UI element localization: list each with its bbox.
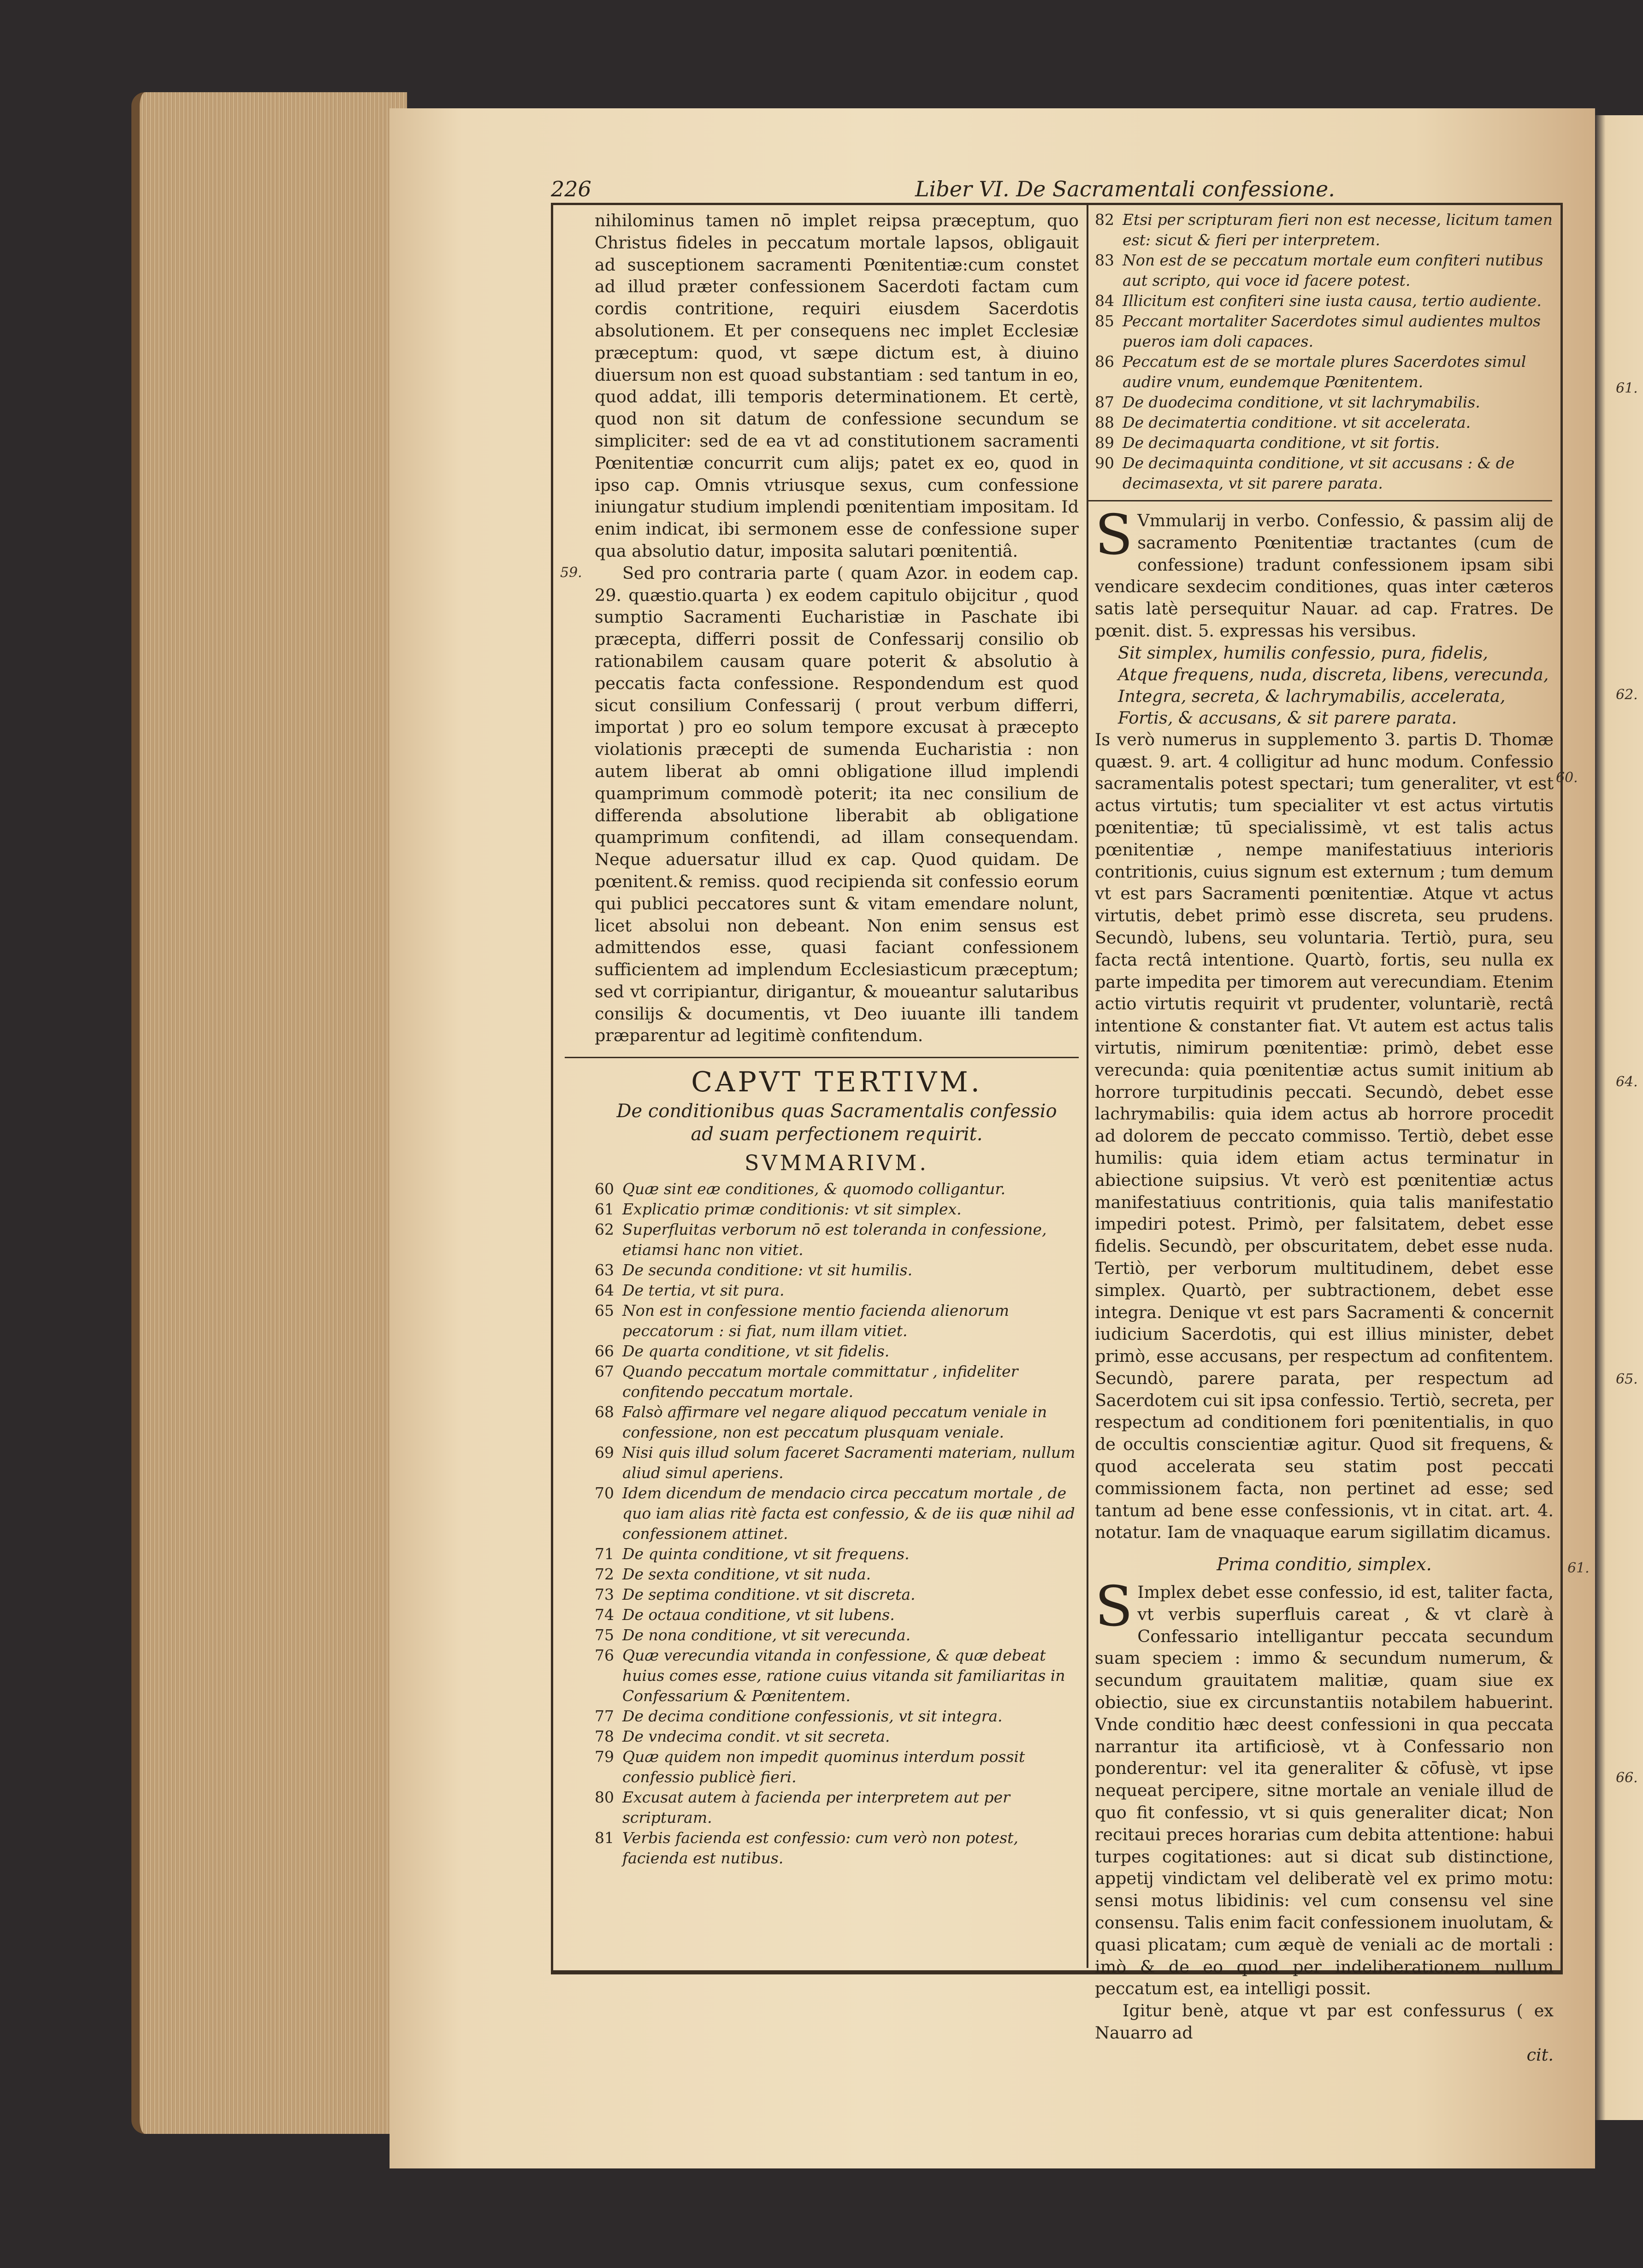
item-number: 65 bbox=[595, 1302, 614, 1320]
list-item bbox=[595, 1605, 1079, 1625]
list-item bbox=[595, 1828, 1079, 1868]
section-paragraph bbox=[1095, 1575, 1554, 2000]
verse-line: Fortis, & accusans, & sit parere parata. bbox=[1118, 707, 1457, 728]
list-item bbox=[595, 1706, 1079, 1726]
drop-cap: S bbox=[1095, 1575, 1133, 1639]
item-text: De quarta conditione, vt sit fidelis. bbox=[622, 1342, 890, 1361]
item-text: Quando peccatum mortale committatur , infideliter confitendo peccatum mortale. bbox=[622, 1362, 1018, 1401]
item-number: 80 bbox=[595, 1788, 614, 1807]
chapter-subtitle: De conditionibus quas Sacramentalis confessio ad suam perfectionem requirit. bbox=[616, 1101, 1057, 1145]
item-text: Non est de se peccatum mortale eum confiteri nutibus aut scripto, qui voce id facere potest. bbox=[1123, 251, 1543, 289]
item-number: 85 bbox=[1095, 312, 1114, 330]
list-item bbox=[595, 1585, 1079, 1605]
list-item bbox=[595, 1564, 1079, 1585]
list-item bbox=[595, 1361, 1079, 1402]
item-number: 83 bbox=[1095, 251, 1114, 269]
paragraph: Is verò numerus in supplemento 3. partis D. Thomæ quæst. 9. art. 4 colligitur ad hunc modum. Confessio sacramentalis potest spectari; tum generaliter, vt est actus virtutis; tum specialiter vt est actus virtutis pœnitentiæ; tū specialissimè, vt est talis actus pœnitentiæ , nempe manifestatiuus interioris contritionis, cuius signum est externum ; tum demum vt est pars Sacramenti pœnitentiæ. Atque vt actus virtutis, debet primò esse discreta, seu prudens. Secundò, lubens, seu voluntaria. Tertiò, pura, seu facta rectâ intentione. Quartò, fortis, seu nulla ex parte impedita per timorem aut verecundiam. Etenim actio virtutis requirit vt prudenter, voluntariè, rectâ intentione & constanter fiat. Vt autem est actus talis virtutis, nimirum pœnitentiæ: primò, debet esse verecunda: quia pœnitentiæ actus sumit initium ab horrore turpitudinis peccati. Secundò, debet esse lachrymabilis: quia idem actus ab horrore procedit ad dolorem de peccato commisso. Tertiò, debet esse humilis: quia idem etiam actus terminatur in abiectione suipsius. Vt verò est pœnitentiæ actus manifestatiuus contritionis, quia talis manifestatio impediri potest. Primò, per falsitatem, debet esse fidelis. Secundò, per obscuritatem, debet esse nuda. Tertiò, per verborum multitudinem, debet esse simplex. Quartò, per subtractionem, debet esse integra. Denique vt est pars Sacramenti & concernit iudicium Sacerdotis, qui est illius minister, debet primò, esse accusans, per respectum ad confitentem. Secundò, parere parata, per respectum ad Sacerdotem cui sit ipsa confessio. Tertiò, secreta, per respectum ad conditionem fori pœnitentialis, in quo de occultis conscientiæ agitur. Quod sit frequens, & quod accelerata seu statim post peccati commissionem facta, non pertinet ad esse; sed tantum ad bene esse confessionis, vt in citat. art. 4. notatur. Iam de vnaquaque earum sigillatim dicamus. bbox=[1095, 729, 1554, 1543]
item-text: De sexta conditione, vt sit nuda. bbox=[622, 1565, 871, 1584]
list-item bbox=[1095, 311, 1554, 352]
item-text: Idem dicendum de mendacio circa peccatum mortale , de quo iam alias ritè facta est confessio, & de iis quæ nihil ad confessionem attinet. bbox=[622, 1484, 1075, 1543]
item-text: Explicatio primæ conditionis: vt sit simplex. bbox=[622, 1200, 962, 1219]
list-item bbox=[595, 1483, 1079, 1544]
item-text: Nisi quis illud solum faceret Sacramenti materiam, nullum aliud simul aperiens. bbox=[622, 1443, 1076, 1482]
summary-heading: SVMMARIVM. bbox=[745, 1150, 929, 1176]
item-number: 69 bbox=[595, 1443, 614, 1462]
item-text: Quæ sint eæ conditiones, & quomodo colligantur. bbox=[622, 1180, 1005, 1198]
running-title: Liber VI. De Sacramentali confessione. bbox=[915, 177, 1335, 201]
list-item bbox=[595, 1747, 1079, 1787]
item-number: 76 bbox=[595, 1646, 614, 1665]
section-title: Prima conditio, simplex. bbox=[1217, 1554, 1432, 1575]
item-number: 82 bbox=[1095, 211, 1114, 229]
margin-note: 64. bbox=[1616, 1074, 1638, 1090]
margin-note: 59. bbox=[560, 565, 582, 581]
item-number: 87 bbox=[1095, 393, 1114, 411]
item-text: Etsi per scripturam fieri non est necesse, licitum tamen est: sicut & fieri per interpretem. bbox=[1123, 211, 1553, 249]
list-item bbox=[595, 1645, 1079, 1706]
running-head bbox=[542, 173, 1335, 205]
item-text: Peccatum est de se mortale plures Sacerdotes simul audire vnum, eundemque Pœnitentem. bbox=[1123, 353, 1526, 391]
list-item bbox=[595, 1219, 1079, 1260]
item-text: De octaua conditione, vt sit lubens. bbox=[622, 1606, 895, 1624]
item-number: 63 bbox=[595, 1261, 614, 1279]
item-number: 77 bbox=[595, 1707, 614, 1726]
item-text: De decimatertia conditione. vt sit accelerata. bbox=[1123, 413, 1471, 431]
paragraph: Sed pro contraria parte ( quam Azor. in eodem cap. 29. quæstio.quarta ) ex eodem capitulo obijcitur , quod sumptio Sacramenti Eucharistiæ in Paschate ibi præcepta, differri possit de Confessarij consilio ob rationabilem causam quare poterit & absolutio à peccatis facta confessione. Respondendum est quod sicut consilium Confessarij ( prout verbum differri, importat ) pro eo solum tempore excusat à præcepto violationis præcepti de sumenda Eucharistia : non autem liberat ab omni obligatione illud implendi quamprimum commodè poterit; ita nec consilium de differenda absolutione liberabit ab obligatione quamprimum confitendi, ad illam consequendam. Neque aduersatur illud ex cap. Quod quidam. De pœnitent.& remiss. quod recipienda sit confessio eorum qui publici peccatores sunt & vitam emendare nolunt, licet absolui non debeant. Non enim sensus est admittendos esse, quasi faciant confessionem sufficientem ad implendum Ecclesiasticum præceptum; sed vt corripiantur, dirigantur, & moueantur salutaribus consilijs & documentis, vt Deo iuuante illi tandem præparentur ad legitimè confitendum. bbox=[595, 563, 1079, 1046]
item-number: 70 bbox=[595, 1484, 614, 1502]
item-text: Falsò affirmare vel negare aliquod peccatum veniale in confessione, non est peccatum plusquam veniale. bbox=[622, 1403, 1047, 1442]
list-item bbox=[595, 1443, 1079, 1483]
margin-note: 66. bbox=[1616, 1770, 1638, 1786]
intro-text: Vmmularij in verbo. Confessio, & passim alij de sacramento Pœnitentiæ tractantes (cum de confessione) tradunt confessionem ipsam sibi vendicare sexdecim conditiones, quas inter cæteros satis latè persequitur Nauar. ad cap. Fratres. De pœnit. dist. 5. expressas his versibus. bbox=[1095, 511, 1554, 641]
item-text: Non est in confessione mentio facienda alienorum peccatorum : si fiat, num illam vitiet. bbox=[622, 1302, 1009, 1340]
margin-note: 65. bbox=[1616, 1371, 1638, 1387]
item-text: De decimaquarta conditione, vt sit fortis. bbox=[1123, 434, 1440, 452]
list-item bbox=[1095, 210, 1554, 250]
chapter-title: CAPVT TERTIVM. bbox=[691, 1066, 982, 1099]
list-item bbox=[595, 1301, 1079, 1341]
verse-line: Integra, secreta, & lachrymabilis, accelerata, bbox=[1118, 686, 1506, 706]
item-text: Quæ quidem non impedit quominus interdum possit confessio publicè fieri. bbox=[622, 1748, 1025, 1786]
item-number: 62 bbox=[595, 1220, 614, 1239]
item-number: 72 bbox=[595, 1565, 614, 1584]
list-item bbox=[1095, 250, 1554, 291]
item-text: De septima conditione. vt sit discreta. bbox=[622, 1585, 916, 1604]
item-number: 73 bbox=[595, 1585, 614, 1604]
item-number: 71 bbox=[595, 1545, 614, 1563]
list-item bbox=[595, 1625, 1079, 1645]
margin-note: 62. bbox=[1616, 687, 1638, 703]
list-item bbox=[595, 1402, 1079, 1443]
item-text: Superfluitas verborum nō est toleranda in confessione, etiamsi hanc non vitiet. bbox=[622, 1220, 1047, 1259]
list-item bbox=[1095, 412, 1554, 433]
item-number: 89 bbox=[1095, 434, 1114, 452]
item-number: 78 bbox=[595, 1727, 614, 1746]
item-number: 66 bbox=[595, 1342, 614, 1361]
item-number: 79 bbox=[595, 1748, 614, 1766]
book-page-edges bbox=[131, 92, 407, 2134]
section-rule bbox=[1087, 500, 1552, 501]
paragraph: nihilominus tamen nō implet reipsa præceptum, quo Christus fideles in peccatum mortale lapsos, obligauit ad susceptionem sacramenti Pœnitentiæ:cum constet ad illud præter confessionem Sacerdoti factam cum cordis contritione, requiri eiusdem Sacerdotis absolutionem. Et per consequens nec implet Ecclesiæ præceptum: quod, vt sæpe dictum est, à diuino diuersum non est quoad substantiam : sed tantum in eo, quod addat, illi temporis determinationem. Et certè, quod non sit datum de confessione secundum se simpliciter: sed de ea vt ad constitutionem sacramenti Pœnitentiæ concurrit cum alijs; patet ex eo, quod in ipso cap. Omnis vtriusque sexus, cum confessione iniungatur studium implendi pœnitentiam impositam. Id enim indicat, ibi sermonem esse de confessione super qua absolutio datur, imposita salutari pœnitentiâ. bbox=[595, 211, 1079, 561]
item-text: De tertia, vt sit pura. bbox=[622, 1281, 785, 1300]
list-item bbox=[595, 1199, 1079, 1219]
item-text: Excusat autem à facienda per interpretem aut per scripturam. bbox=[622, 1788, 1010, 1827]
summary-list-continued bbox=[1095, 210, 1554, 494]
item-number: 86 bbox=[1095, 353, 1114, 371]
list-item bbox=[1095, 433, 1554, 453]
facing-page-edge bbox=[1595, 115, 1643, 2120]
item-number: 81 bbox=[595, 1829, 614, 1847]
list-item bbox=[1095, 291, 1554, 311]
list-item bbox=[1095, 392, 1554, 412]
verse-line: Sit simplex, humilis confessio, pura, fidelis, bbox=[1118, 642, 1488, 663]
item-text: Quæ verecundia vitanda in confessione, & quæ debeat huius comes esse, ratione cuius vitanda sit familiaritas in Confessarium & Pœnitentem. bbox=[622, 1646, 1065, 1705]
item-number: 75 bbox=[595, 1626, 614, 1644]
page-number: 226 bbox=[551, 177, 591, 201]
item-text: De quinta conditione, vt sit frequens. bbox=[622, 1545, 910, 1563]
list-item bbox=[595, 1726, 1079, 1747]
item-text: Peccant mortaliter Sacerdotes simul audientes multos pueros iam doli capaces. bbox=[1123, 312, 1541, 350]
item-text: De duodecima conditione, vt sit lachrymabilis. bbox=[1123, 393, 1480, 411]
right-column bbox=[1095, 210, 1554, 2065]
list-item bbox=[595, 1260, 1079, 1280]
item-number: 74 bbox=[595, 1606, 614, 1624]
catchword: cit. bbox=[1526, 2044, 1554, 2065]
section-text: Implex debet esse confessio, id est, taliter facta, vt verbis superfluis careat , & vt clarè à Confessario intelligantur peccata secundum suam speciem : immo & secundum numerum, & secundum grauitatem malitiæ, quam siue ex obiectio, siue ex circunstantiis notabilem habuerint. Vnde conditio hæc deest confessioni in qua peccata narrantur ita artificiosè, vt à Confessario non ponderentur: vel ita generaliter & cōfusè, vt ipse nequeat percipere, sitne mortale an veniale illud de quo fit confessio, vt si quis generaliter dicat; Non recitaui preces horarias cum debita attentione: habui turpes cogitationes: aut si dicat sub distinctione, appetij vindictam vel deliberatè vel ex primo motu: sensi motus libidinis: vel cum consensu vel sine consensu. Talis enim facit confessionem inuolutam, & quasi plicatam; cum æquè de veniali ac de mortali : imò & de eo quod per indeliberationem nullum peccatum est, ea intelligi possit. bbox=[1095, 1582, 1554, 1999]
list-item bbox=[595, 1544, 1079, 1564]
item-text: Illicitum est confiteri sine iusta causa, tertio audiente. bbox=[1123, 292, 1542, 310]
item-number: 88 bbox=[1095, 413, 1114, 431]
item-number: 84 bbox=[1095, 292, 1114, 310]
summary-list bbox=[595, 1179, 1079, 1868]
item-text: De vndecima condit. vt sit secreta. bbox=[622, 1727, 890, 1746]
item-number: 68 bbox=[595, 1403, 614, 1421]
drop-cap: S bbox=[1095, 503, 1133, 567]
verse-line: Atque frequens, nuda, discreta, libens, verecunda, bbox=[1118, 664, 1549, 684]
margin-note: 61. bbox=[1567, 1560, 1590, 1576]
section-rule bbox=[565, 1057, 1079, 1058]
margin-note: 60. bbox=[1556, 770, 1578, 786]
item-text: De decima conditione confessionis, vt sit integra. bbox=[622, 1707, 1003, 1726]
item-number: 90 bbox=[1095, 454, 1114, 472]
list-item bbox=[595, 1280, 1079, 1301]
paragraph: Igitur benè, atque vt par est confessurus ( ex Nauarro ad bbox=[1095, 2001, 1554, 2043]
item-text: De decimaquinta conditione, vt sit accusans : & de decimasexta, vt sit parere parata. bbox=[1123, 454, 1515, 492]
list-item bbox=[595, 1179, 1079, 1199]
list-item bbox=[1095, 352, 1554, 392]
list-item bbox=[1095, 453, 1554, 494]
item-text: De nona conditione, vt sit verecunda. bbox=[622, 1626, 911, 1644]
item-number: 64 bbox=[595, 1281, 614, 1300]
list-item bbox=[595, 1787, 1079, 1828]
item-number: 61 bbox=[595, 1200, 614, 1219]
item-number: 60 bbox=[595, 1180, 614, 1198]
item-number: 67 bbox=[595, 1362, 614, 1381]
intro-paragraph bbox=[1095, 503, 1554, 642]
item-text: Verbis facienda est confessio: cum verò non potest, facienda est nutibus. bbox=[622, 1829, 1018, 1867]
left-column bbox=[595, 210, 1079, 1956]
list-item bbox=[595, 1341, 1079, 1361]
column-divider bbox=[1087, 205, 1088, 1968]
item-text: De secunda conditione: vt sit humilis. bbox=[622, 1261, 913, 1279]
margin-note: 61. bbox=[1616, 380, 1638, 396]
